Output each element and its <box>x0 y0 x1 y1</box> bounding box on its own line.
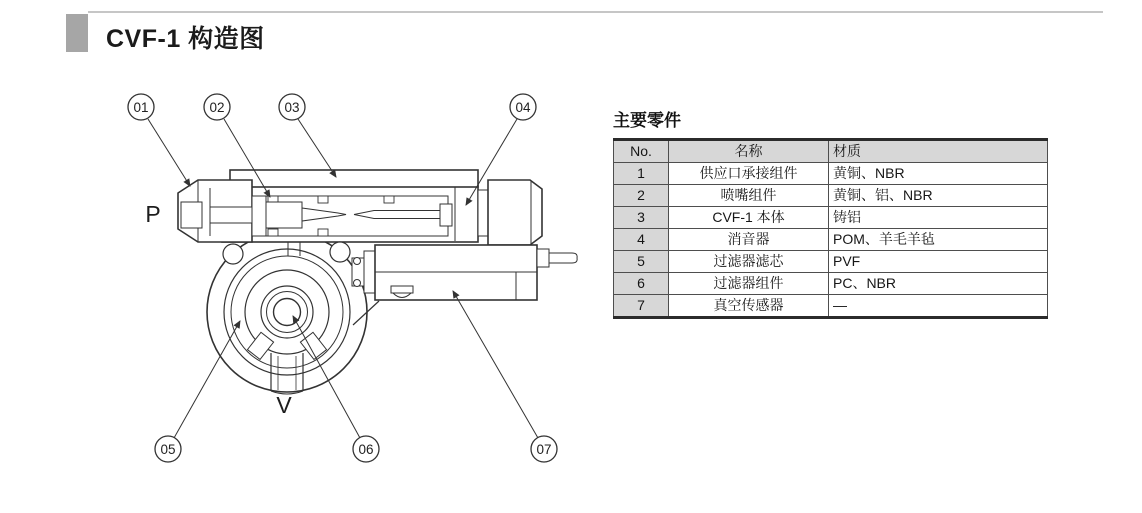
column-header-material: 材质 <box>829 140 1048 163</box>
table-row <box>614 295 1048 318</box>
cell-name: 真空传感器 <box>669 295 829 318</box>
callout-06-label: 06 <box>358 441 374 457</box>
callout-03 <box>279 94 305 120</box>
table-row <box>614 185 1048 207</box>
callout-05-label: 05 <box>160 441 176 457</box>
table-row <box>614 229 1048 251</box>
cell-material: POM、羊毛羊毡 <box>829 229 1048 251</box>
structure-diagram <box>105 80 625 475</box>
callout-01 <box>128 94 154 120</box>
part-muffler <box>478 180 542 245</box>
cell-no: 4 <box>614 229 669 251</box>
cell-no: 6 <box>614 273 669 295</box>
part-vacuum-sensor <box>352 245 577 300</box>
callout-06 <box>353 436 379 462</box>
cell-no: 2 <box>614 185 669 207</box>
callout-04-label: 04 <box>515 99 531 115</box>
port-v-label: V <box>276 392 292 418</box>
cell-name: 过滤器滤芯 <box>669 251 829 273</box>
callout-07 <box>531 436 557 462</box>
cell-material: 黄铜、NBR <box>829 163 1048 185</box>
cell-name: 喷嘴组件 <box>669 185 829 207</box>
callout-01-label: 01 <box>133 99 149 115</box>
cell-name: 过滤器组件 <box>669 273 829 295</box>
table-row <box>614 163 1048 185</box>
cell-no: 1 <box>614 163 669 185</box>
callout-02-label: 02 <box>209 99 225 115</box>
cell-name: CVF-1 本体 <box>669 207 829 229</box>
cell-material: 黄铜、铝、NBR <box>829 185 1048 207</box>
cell-no: 3 <box>614 207 669 229</box>
column-header-name: 名称 <box>669 140 829 163</box>
cell-name: 消音器 <box>669 229 829 251</box>
parts-table <box>613 138 1048 319</box>
cell-no: 7 <box>614 295 669 318</box>
header-rule <box>88 11 1103 13</box>
callout-03-label: 03 <box>284 99 300 115</box>
callout-04 <box>510 94 536 120</box>
cell-material: — <box>829 295 1048 318</box>
page-title: CVF-1 构造图 <box>106 25 265 53</box>
cell-material: PVF <box>829 251 1048 273</box>
callout-05 <box>155 436 181 462</box>
callout-02 <box>204 94 230 120</box>
table-header-row <box>614 140 1048 163</box>
section-marker-square <box>66 14 88 52</box>
table-row <box>614 207 1048 229</box>
cell-material: PC、NBR <box>829 273 1048 295</box>
port-p-label: P <box>145 201 161 227</box>
main-parts-panel <box>613 106 1053 319</box>
parts-table-title: 主要零件 <box>613 111 681 130</box>
callout-07-label: 07 <box>536 441 552 457</box>
column-header-no: No. <box>614 140 669 163</box>
table-row <box>614 251 1048 273</box>
cell-material: 铸铝 <box>829 207 1048 229</box>
cvf1-cross-section-drawing <box>105 80 625 475</box>
cell-no: 5 <box>614 251 669 273</box>
table-row <box>614 273 1048 295</box>
cell-name: 供应口承接组件 <box>669 163 829 185</box>
